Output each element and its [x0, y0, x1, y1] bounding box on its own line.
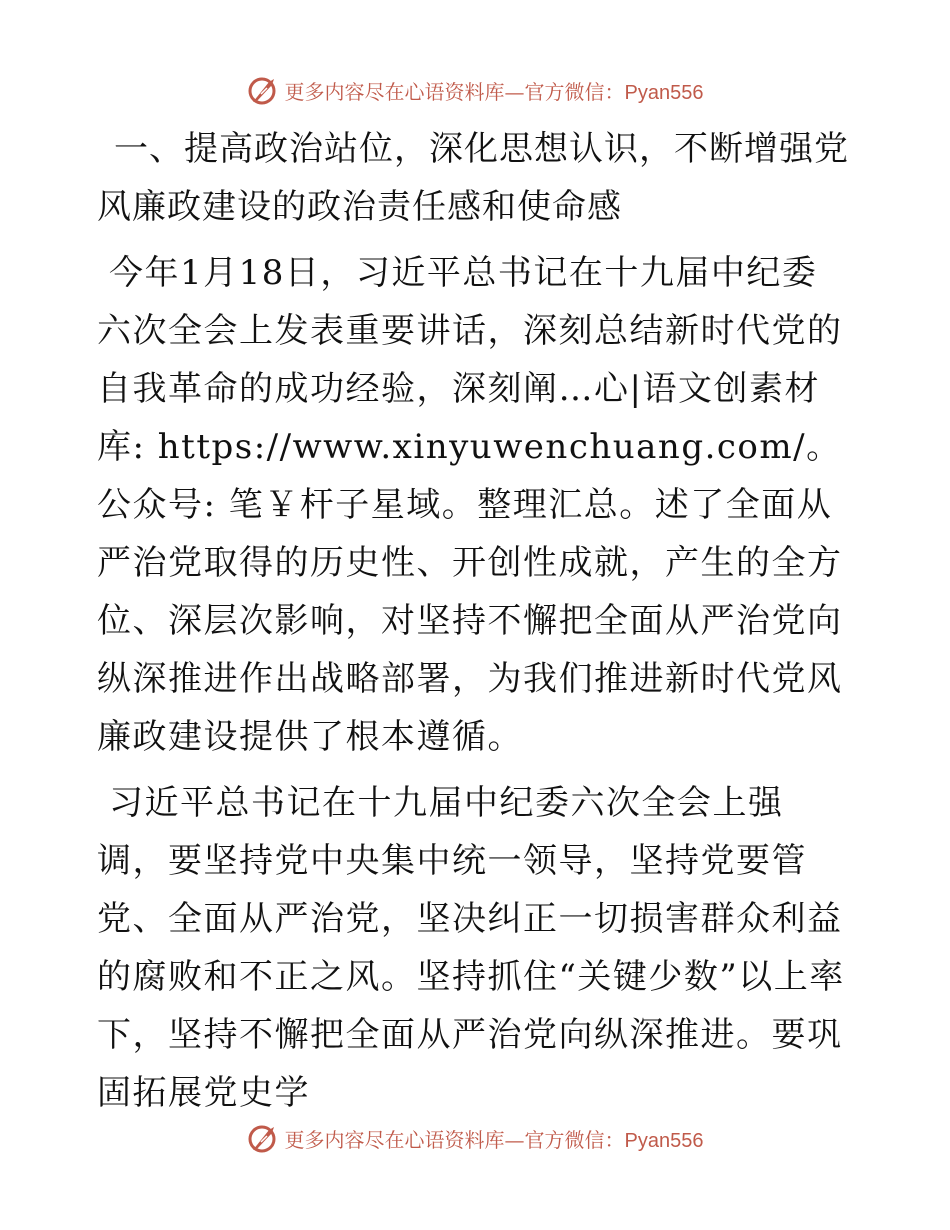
watermark-label: 更多内容尽在心语资料库—官方微信： — [284, 79, 625, 104]
watermark-wechat-id: Pyan556 — [624, 1129, 704, 1152]
section-heading: 一、提高政治站位，深化思想认识，不断增强党风廉政建设的政治责任感和使命感 — [97, 129, 849, 227]
quill-circle-icon — [247, 1122, 279, 1154]
watermark-label: 更多内容尽在心语资料库—官方微信： — [284, 1127, 625, 1152]
footer-watermark — [0, 1118, 950, 1158]
paragraph-2: 习近平总书记在十九届中纪委六次全会上强调，要坚持党中央集中统一领导，坚持党要管党、全面从严治党，坚决纠正一切损害群众利益的腐败和不正之风。坚持抓住“关键少数”以上率下，坚持不懈把全面从严治党向纵深推进。要巩固拓展党史学 — [97, 783, 845, 1113]
document-body — [97, 120, 849, 1130]
quill-circle-icon — [247, 74, 279, 106]
watermark-text — [285, 76, 704, 105]
header-watermark — [0, 70, 950, 110]
paragraph-1: 今年1月18日，习近平总书记在十九届中纪委六次全会上发表重要讲话，深刻总结新时代党的自我革命的成功经验，深刻阐…心|语文创素材库: https://www.xinyuwenchuang.com/。公众号: 笔￥杆子星域。整理汇总。述了全面从严治党取得的历史性、开创性成就，产生的全方位、深层次影响，对坚持不懈把全面从严治党向纵深推进作出战略部署，为我们推进新时代党风廉政建设提供了根本遵循。 — [97, 253, 843, 757]
watermark-text — [285, 1124, 704, 1153]
watermark-wechat-id: Pyan556 — [624, 81, 704, 104]
